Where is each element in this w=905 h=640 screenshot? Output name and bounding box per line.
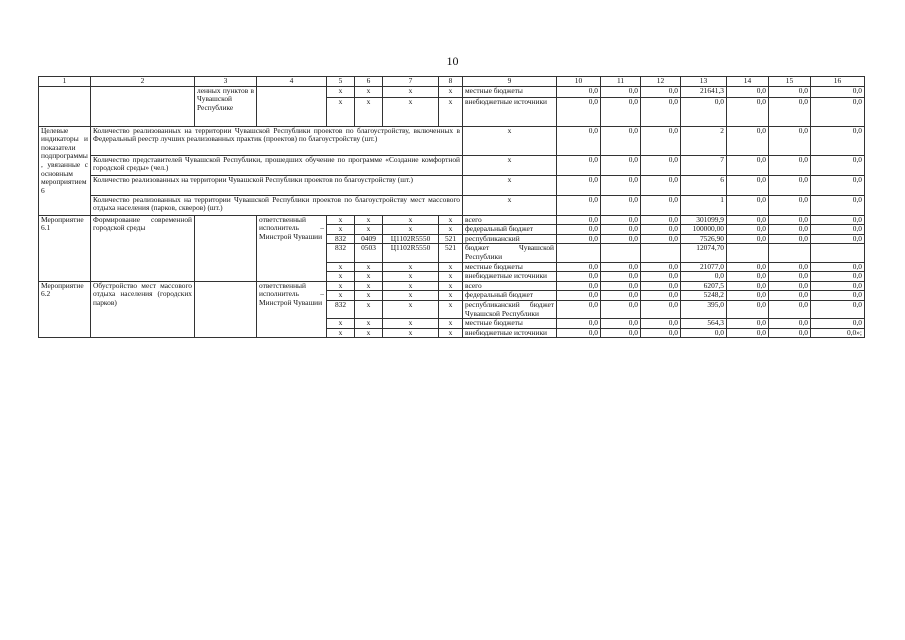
- empty-cell: [91, 86, 195, 126]
- table-row: [39, 86, 865, 97]
- value-cell: 0,0: [769, 300, 811, 318]
- value-cell: 0,0: [601, 175, 641, 195]
- code-cell-6: 0409: [355, 234, 383, 244]
- value-cell: 0,0: [727, 175, 769, 195]
- value-cell: 0,0: [769, 291, 811, 301]
- column-number-16: 16: [811, 77, 865, 87]
- code-cell-7: x: [383, 272, 439, 282]
- value-cell: 0,0: [727, 155, 769, 175]
- code-cell-5: x: [327, 319, 355, 329]
- value-cell: 0,0: [601, 262, 641, 272]
- value-cell: 0,0: [641, 234, 681, 244]
- value-cell: 0,0: [811, 262, 865, 272]
- funding-source: республиканский: [463, 234, 557, 244]
- code-cell-8: x: [439, 291, 463, 301]
- code-cell-5: x: [327, 262, 355, 272]
- column-number-3: 3: [195, 77, 257, 87]
- value-cell: 0,0: [601, 328, 641, 338]
- code-cell-7: x: [383, 328, 439, 338]
- value-cell: 0,0: [769, 328, 811, 338]
- value-cell: 0,0: [727, 86, 769, 97]
- column-number-7: 7: [383, 77, 439, 87]
- value-cell: 0,0: [601, 319, 641, 329]
- code-cell-7: x: [383, 225, 439, 235]
- value-cell: 0,0: [727, 328, 769, 338]
- value-cell: 0,0: [811, 215, 865, 225]
- funding-source: федеральный бюджет: [463, 291, 557, 301]
- value-cell: 0,0: [769, 281, 811, 291]
- code-cell-5: x: [327, 281, 355, 291]
- value-cell: 0,0: [641, 225, 681, 235]
- value-cell: 7: [681, 155, 727, 175]
- code-cell-7: x: [383, 215, 439, 225]
- code-cell-8: x: [439, 328, 463, 338]
- column-number-5: 5: [327, 77, 355, 87]
- code-cell-5: x: [327, 225, 355, 235]
- code-cell-8: x: [439, 262, 463, 272]
- value-cell: 0,0: [811, 319, 865, 329]
- value-cell: 0,0: [727, 319, 769, 329]
- value-cell: 0,0: [811, 234, 865, 244]
- value-cell: 0,0: [557, 155, 601, 175]
- value-cell: 0,0: [641, 319, 681, 329]
- funding-source: федеральный бюджет: [463, 225, 557, 235]
- value-cell: 0,0: [681, 97, 727, 126]
- funding-source: местные бюджеты: [463, 86, 557, 97]
- value-cell: 0,0: [601, 300, 641, 318]
- indicator-row: [39, 175, 865, 195]
- column-number-13: 13: [681, 77, 727, 87]
- column-number-6: 6: [355, 77, 383, 87]
- value-cell: 0,0: [601, 86, 641, 97]
- value-cell: 0,0: [557, 300, 601, 318]
- value-cell: 0,0: [681, 272, 727, 282]
- value-cell: 0,0: [769, 175, 811, 195]
- value-cell: 0,0: [641, 126, 681, 155]
- code-cell-6: x: [355, 291, 383, 301]
- value-cell: [769, 244, 811, 262]
- value-cell: 7526,90: [681, 234, 727, 244]
- value-cell: 0,0: [601, 272, 641, 282]
- value-cell: [727, 244, 769, 262]
- value-cell: 0,0: [811, 86, 865, 97]
- value-cell: 0,0: [557, 234, 601, 244]
- code-cell-8: x: [439, 300, 463, 318]
- value-cell: 0,0: [601, 215, 641, 225]
- value-cell: 0,0: [727, 281, 769, 291]
- value-cell: 0,0: [557, 328, 601, 338]
- value-cell: 0,0: [601, 97, 641, 126]
- code-cell-7: Ц1102R5550: [383, 244, 439, 262]
- code-cell-7: x: [383, 319, 439, 329]
- column-number-2: 2: [91, 77, 195, 87]
- funding-source: всего: [463, 281, 557, 291]
- value-cell: 0,0: [811, 195, 865, 215]
- value-cell: 0,0: [601, 281, 641, 291]
- column-number-9: 9: [463, 77, 557, 87]
- measure-row: [39, 215, 865, 225]
- funding-source: внебюджетные источники: [463, 328, 557, 338]
- measure-row: [39, 281, 865, 291]
- code-cell-8: x: [439, 319, 463, 329]
- value-cell: 100000,00: [681, 225, 727, 235]
- code-cell-8: x: [439, 225, 463, 235]
- value-cell: 0,0: [769, 262, 811, 272]
- value-cell: [641, 244, 681, 262]
- empty-cell: [257, 86, 327, 126]
- value-cell: 0,0: [557, 126, 601, 155]
- code-cell-6: x: [355, 319, 383, 329]
- value-cell: 0,0: [557, 281, 601, 291]
- value-cell: 0,0: [769, 319, 811, 329]
- value-cell: 0,0: [641, 155, 681, 175]
- indicator-text: Количество реализованных на территории Чувашской Республики проектов по благоустройству мест массового отдыха населения (парков, скверов) (шт.): [91, 195, 463, 215]
- responsible-executor: ответственный исполнитель – Минстрой Чувашии: [257, 215, 327, 281]
- code-cell-5: x: [327, 215, 355, 225]
- funding-source: внебюджетные источники: [463, 97, 557, 126]
- value-cell: 0,0: [769, 86, 811, 97]
- value-cell: 0,0: [727, 126, 769, 155]
- indicator-x: x: [463, 155, 557, 175]
- value-cell: [601, 244, 641, 262]
- value-cell: 0,0: [641, 281, 681, 291]
- funding-source: республиканский бюджет Чувашской Республики: [463, 300, 557, 318]
- value-cell: 5248,2: [681, 291, 727, 301]
- measure-label: Мероприятие 6.2: [39, 281, 91, 338]
- code-cell-7: x: [383, 262, 439, 272]
- value-cell: 0,0: [641, 291, 681, 301]
- empty-cell: [195, 281, 257, 338]
- value-cell: 0,0: [601, 225, 641, 235]
- value-cell: 0,0: [601, 291, 641, 301]
- value-cell: 0,0: [641, 175, 681, 195]
- code-cell-7: x: [383, 86, 439, 97]
- code-cell-6: x: [355, 281, 383, 291]
- value-cell: 0,0: [811, 281, 865, 291]
- column-number-11: 11: [601, 77, 641, 87]
- value-cell: 0,0: [641, 272, 681, 282]
- column-number-8: 8: [439, 77, 463, 87]
- value-cell: 0,0: [769, 272, 811, 282]
- value-cell: 21641,3: [681, 86, 727, 97]
- value-cell: 2: [681, 126, 727, 155]
- value-cell: [557, 244, 601, 262]
- code-cell-6: 0503: [355, 244, 383, 262]
- funding-source: бюджет Чувашской Республики: [463, 244, 557, 262]
- code-cell-6: x: [355, 97, 383, 126]
- value-cell: 0,0: [557, 272, 601, 282]
- column-number-4: 4: [257, 77, 327, 87]
- code-cell-8: x: [439, 97, 463, 126]
- code-cell-7: x: [383, 300, 439, 318]
- value-cell: 0,0: [769, 126, 811, 155]
- empty-cell: [39, 86, 91, 126]
- indicator-text: Количество представителей Чувашской Республики, прошедших обучение по программе «Создание комфортной городской среды» (чел.): [91, 155, 463, 175]
- code-cell-5: 832: [327, 300, 355, 318]
- measure-name: Обустройство мест массового отдыха населения (городских парков): [91, 281, 195, 338]
- code-cell-8: x: [439, 272, 463, 282]
- funding-source: местные бюджеты: [463, 319, 557, 329]
- value-cell: 21077,0: [681, 262, 727, 272]
- value-cell: 0,0: [769, 195, 811, 215]
- column-number-1: 1: [39, 77, 91, 87]
- code-cell-5: x: [327, 328, 355, 338]
- code-cell-8: 521: [439, 244, 463, 262]
- value-cell: 0,0»;: [811, 328, 865, 338]
- measure-name: Формирование современной городской среды: [91, 215, 195, 281]
- value-cell: 395,0: [681, 300, 727, 318]
- value-cell: 0,0: [727, 97, 769, 126]
- indicator-row: [39, 195, 865, 215]
- empty-cell: [195, 215, 257, 281]
- value-cell: 0,0: [641, 97, 681, 126]
- value-cell: 0,0: [727, 291, 769, 301]
- code-cell-7: x: [383, 291, 439, 301]
- value-cell: 6207,5: [681, 281, 727, 291]
- value-cell: 0,0: [557, 175, 601, 195]
- value-cell: 0,0: [641, 300, 681, 318]
- indicator-text: Количество реализованных на территории Чувашской Республики проектов по благоустройству (шт.): [91, 175, 463, 195]
- indicator-row: [39, 126, 865, 155]
- value-cell: 0,0: [769, 215, 811, 225]
- measure-label: Мероприятие 6.1: [39, 215, 91, 281]
- value-cell: 0,0: [727, 262, 769, 272]
- indicator-row: [39, 155, 865, 175]
- value-cell: 0,0: [557, 262, 601, 272]
- code-cell-8: x: [439, 86, 463, 97]
- value-cell: 0,0: [641, 215, 681, 225]
- value-cell: [811, 244, 865, 262]
- value-cell: 0,0: [727, 195, 769, 215]
- code-cell-7: x: [383, 97, 439, 126]
- code-cell-5: x: [327, 97, 355, 126]
- indicator-x: x: [463, 126, 557, 155]
- value-cell: 0,0: [811, 291, 865, 301]
- code-cell-7: x: [383, 281, 439, 291]
- value-cell: 0,0: [601, 234, 641, 244]
- code-cell-5: x: [327, 86, 355, 97]
- value-cell: 0,0: [641, 262, 681, 272]
- value-cell: 0,0: [601, 155, 641, 175]
- column-number-10: 10: [557, 77, 601, 87]
- value-cell: 0,0: [601, 195, 641, 215]
- value-cell: 0,0: [811, 175, 865, 195]
- value-cell: 0,0: [557, 319, 601, 329]
- value-cell: 0,0: [557, 195, 601, 215]
- code-cell-5: x: [327, 272, 355, 282]
- page-number: 10: [446, 54, 459, 68]
- value-cell: 6: [681, 175, 727, 195]
- value-cell: 0,0: [557, 225, 601, 235]
- code-cell-8: x: [439, 281, 463, 291]
- column-number-15: 15: [769, 77, 811, 87]
- code-cell-5: 832: [327, 234, 355, 244]
- value-cell: 564,3: [681, 319, 727, 329]
- code-cell-6: x: [355, 300, 383, 318]
- value-cell: 0,0: [641, 328, 681, 338]
- indicator-x: x: [463, 175, 557, 195]
- code-cell-8: x: [439, 215, 463, 225]
- value-cell: 0,0: [557, 291, 601, 301]
- code-cell-6: x: [355, 86, 383, 97]
- value-cell: 0,0: [727, 300, 769, 318]
- value-cell: 0,0: [601, 126, 641, 155]
- value-cell: 0,0: [811, 97, 865, 126]
- value-cell: 0,0: [811, 126, 865, 155]
- column-number-12: 12: [641, 77, 681, 87]
- value-cell: 0,0: [727, 225, 769, 235]
- value-cell: 0,0: [557, 86, 601, 97]
- code-cell-5: 832: [327, 244, 355, 262]
- indicator-text: Количество реализованных на территории Чувашской Республики проектов по благоустройству, включенных в Федеральный реестр лучших реализованных практик (проектов) по благоустройству (шт.): [91, 126, 463, 155]
- code-cell-8: 521: [439, 234, 463, 244]
- code-cell-6: x: [355, 225, 383, 235]
- code-cell-5: x: [327, 291, 355, 301]
- value-cell: 0,0: [727, 215, 769, 225]
- value-cell: 0,0: [769, 97, 811, 126]
- code-cell-7: Ц1102R5550: [383, 234, 439, 244]
- value-cell: 0,0: [727, 234, 769, 244]
- header-row: [39, 77, 865, 87]
- indicator-x: x: [463, 195, 557, 215]
- value-cell: 0,0: [641, 195, 681, 215]
- code-cell-6: x: [355, 272, 383, 282]
- subject-cell: ленных пунктов в Чувашской Республике: [195, 86, 257, 126]
- responsible-executor: ответственный исполнитель – Минстрой Чувашии: [257, 281, 327, 338]
- code-cell-6: x: [355, 328, 383, 338]
- indicators-label: Целевые индикаторы и показатели подпрограммы, увязанные с основным мероприятием 6: [39, 126, 91, 215]
- value-cell: 0,0: [769, 225, 811, 235]
- column-number-14: 14: [727, 77, 769, 87]
- value-cell: 0,0: [811, 225, 865, 235]
- value-cell: 0,0: [641, 86, 681, 97]
- funding-source: всего: [463, 215, 557, 225]
- code-cell-6: x: [355, 215, 383, 225]
- value-cell: 0,0: [557, 215, 601, 225]
- code-cell-6: x: [355, 262, 383, 272]
- budget-table: [38, 76, 865, 338]
- funding-source: местные бюджеты: [463, 262, 557, 272]
- funding-source: внебюджетные источники: [463, 272, 557, 282]
- value-cell: 0,0: [727, 272, 769, 282]
- value-cell: 0,0: [811, 272, 865, 282]
- value-cell: 0,0: [769, 155, 811, 175]
- value-cell: 301099,9: [681, 215, 727, 225]
- value-cell: 12074,70: [681, 244, 727, 262]
- value-cell: 0,0: [769, 234, 811, 244]
- value-cell: 0,0: [557, 97, 601, 126]
- value-cell: 1: [681, 195, 727, 215]
- value-cell: 0,0: [811, 155, 865, 175]
- value-cell: 0,0: [811, 300, 865, 318]
- value-cell: 0,0: [681, 328, 727, 338]
